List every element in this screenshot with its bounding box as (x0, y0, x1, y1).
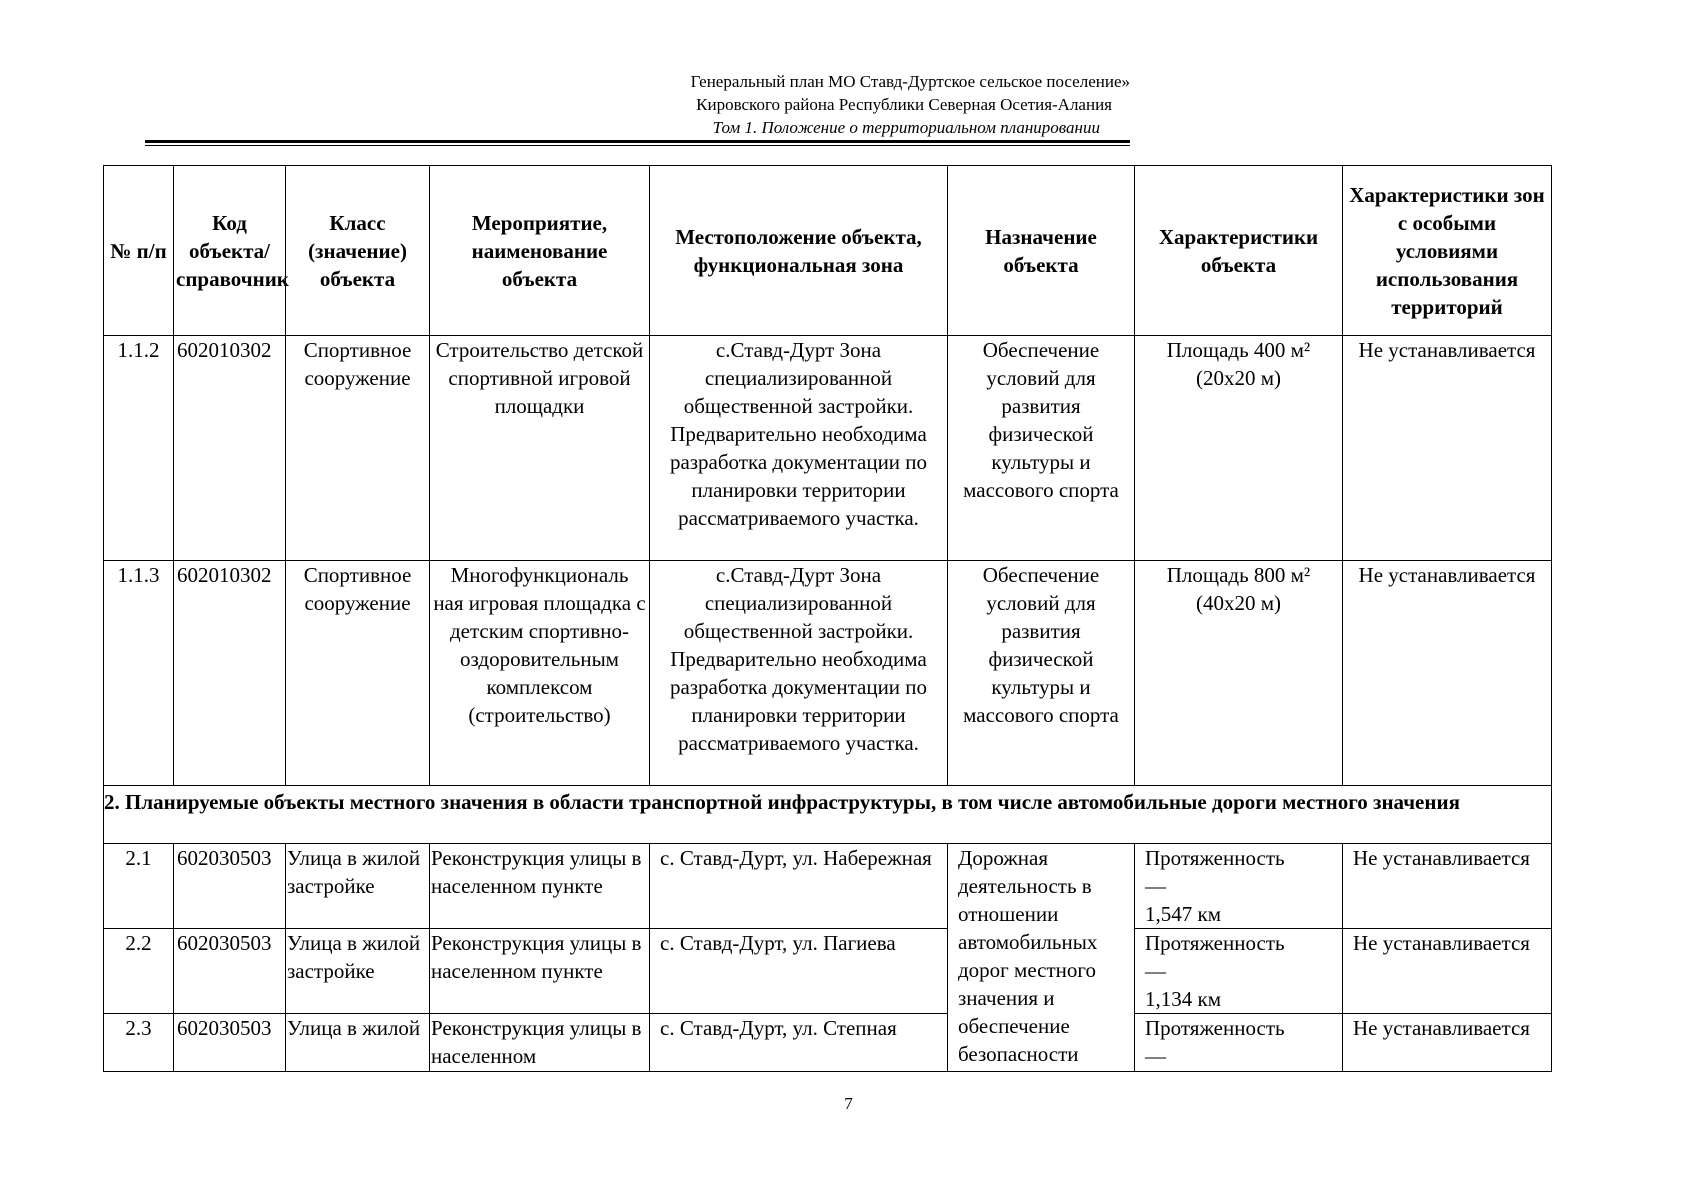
table-row (104, 844, 1552, 929)
row-class: Улица в жилой застройке (286, 844, 430, 929)
section-title: 2. Планируемые объекты местного значения в области транспортной инфраструктуры, в том числе автомобильные дороги местного значения (104, 786, 1552, 844)
header-rule-thin (145, 145, 1130, 146)
row-code: 602010302 (174, 336, 286, 561)
row-zones: Не устанавливается (1343, 844, 1552, 929)
column-header-location: Местоположение объекта, функциональная зона (650, 166, 948, 336)
row-class: Спортивное сооружение (286, 561, 430, 786)
row-num: 2.3 (104, 1014, 174, 1072)
table-header-row (104, 166, 1552, 336)
row-zones: Не устанавливается (1343, 929, 1552, 1014)
table-row (104, 336, 1552, 561)
row-class: Улица в жилой застройке (286, 929, 430, 1014)
row-location: с. Ставд-Дурт, ул. Пагиева (650, 929, 948, 1014)
table-row (104, 561, 1552, 786)
row-purpose: Обеспечение условий для развития физической культуры и массового спорта (948, 561, 1135, 786)
column-header-event: Мероприятие, наименование объекта (430, 166, 650, 336)
row-location: с.Ставд-Дурт Зона специализированной общественной застройки. Предварительно необходима разработка документации по планировки территории рассматриваемого участка. (650, 561, 948, 786)
row-purpose: Обеспечение условий для развития физической культуры и массового спорта (948, 336, 1135, 561)
planning-table (103, 165, 1552, 1072)
column-header-class: Класс (значение) объекта (286, 166, 430, 336)
row-characteristics: Площадь 400 м² (20х20 м) (1135, 336, 1343, 561)
row-event: Строительство детской спортивной игровой площадки (430, 336, 650, 561)
document-header (140, 70, 1130, 139)
char-label: Протяженность (1145, 1016, 1285, 1040)
char-dash: — (1145, 1044, 1166, 1068)
section-purpose: Дорожная деятельность в отношении автомобильных дорог местного значения и обеспечение безопасности (948, 844, 1135, 1072)
row-zones: Не устанавливается (1343, 1014, 1552, 1072)
char-dash: — (1145, 959, 1166, 983)
row-code: 602030503 (174, 929, 286, 1014)
char-label: Протяженность (1145, 846, 1285, 870)
row-characteristics (1135, 929, 1343, 1014)
column-header-characteristics: Характеристики объекта (1135, 166, 1343, 336)
column-header-code: Код объекта/ справочник (174, 166, 286, 336)
row-num: 1.1.2 (104, 336, 174, 561)
column-header-num: № п/п (104, 166, 174, 336)
row-num: 1.1.3 (104, 561, 174, 786)
row-code: 602030503 (174, 1014, 286, 1072)
row-event: Реконструкция улицы в населенном пункте (430, 929, 650, 1014)
row-zones: Не устанавливается (1343, 336, 1552, 561)
row-num: 2.2 (104, 929, 174, 1014)
row-event: Реконструкция улицы в населенном (430, 1014, 650, 1072)
header-line-3: Том 1. Положение о территориальном планировании (712, 118, 1100, 137)
header-line-2: Кировского района Республики Северная Осетия-Алания (696, 95, 1112, 114)
page-number: 7 (844, 1094, 853, 1113)
char-value: 1,547 км (1145, 902, 1221, 926)
section-row (104, 786, 1552, 844)
row-location: с. Ставд-Дурт, ул. Набережная (650, 844, 948, 929)
row-zones: Не устанавливается (1343, 561, 1552, 786)
row-location: с. Ставд-Дурт, ул. Степная (650, 1014, 948, 1072)
row-location: с.Ставд-Дурт Зона специализированной общественной застройки. Предварительно необходима разработка документации по планировки территории рассматриваемого участка. (650, 336, 948, 561)
row-characteristics (1135, 1014, 1343, 1072)
row-characteristics: Площадь 800 м² (40х20 м) (1135, 561, 1343, 786)
row-code: 602030503 (174, 844, 286, 929)
row-event: Многофункциональ ная игровая площадка с детским спортивно-оздоровительным комплексом (строительство) (430, 561, 650, 786)
row-num: 2.1 (104, 844, 174, 929)
header-line-1: Генеральный план МО Ставд-Дуртское сельское поселение» (690, 72, 1130, 91)
column-header-purpose: Назначение объекта (948, 166, 1135, 336)
char-label: Протяженность (1145, 931, 1285, 955)
table-row (104, 1014, 1552, 1072)
header-rule-thick (145, 140, 1130, 143)
row-class: Улица в жилой (286, 1014, 430, 1072)
row-characteristics (1135, 844, 1343, 929)
row-class: Спортивное сооружение (286, 336, 430, 561)
char-value: 1,134 км (1145, 987, 1221, 1011)
row-code: 602010302 (174, 561, 286, 786)
row-event: Реконструкция улицы в населенном пункте (430, 844, 650, 929)
table-row (104, 929, 1552, 1014)
char-dash: — (1145, 874, 1166, 898)
column-header-zones: Характеристики зон с особыми условиями использования территорий (1343, 166, 1552, 336)
